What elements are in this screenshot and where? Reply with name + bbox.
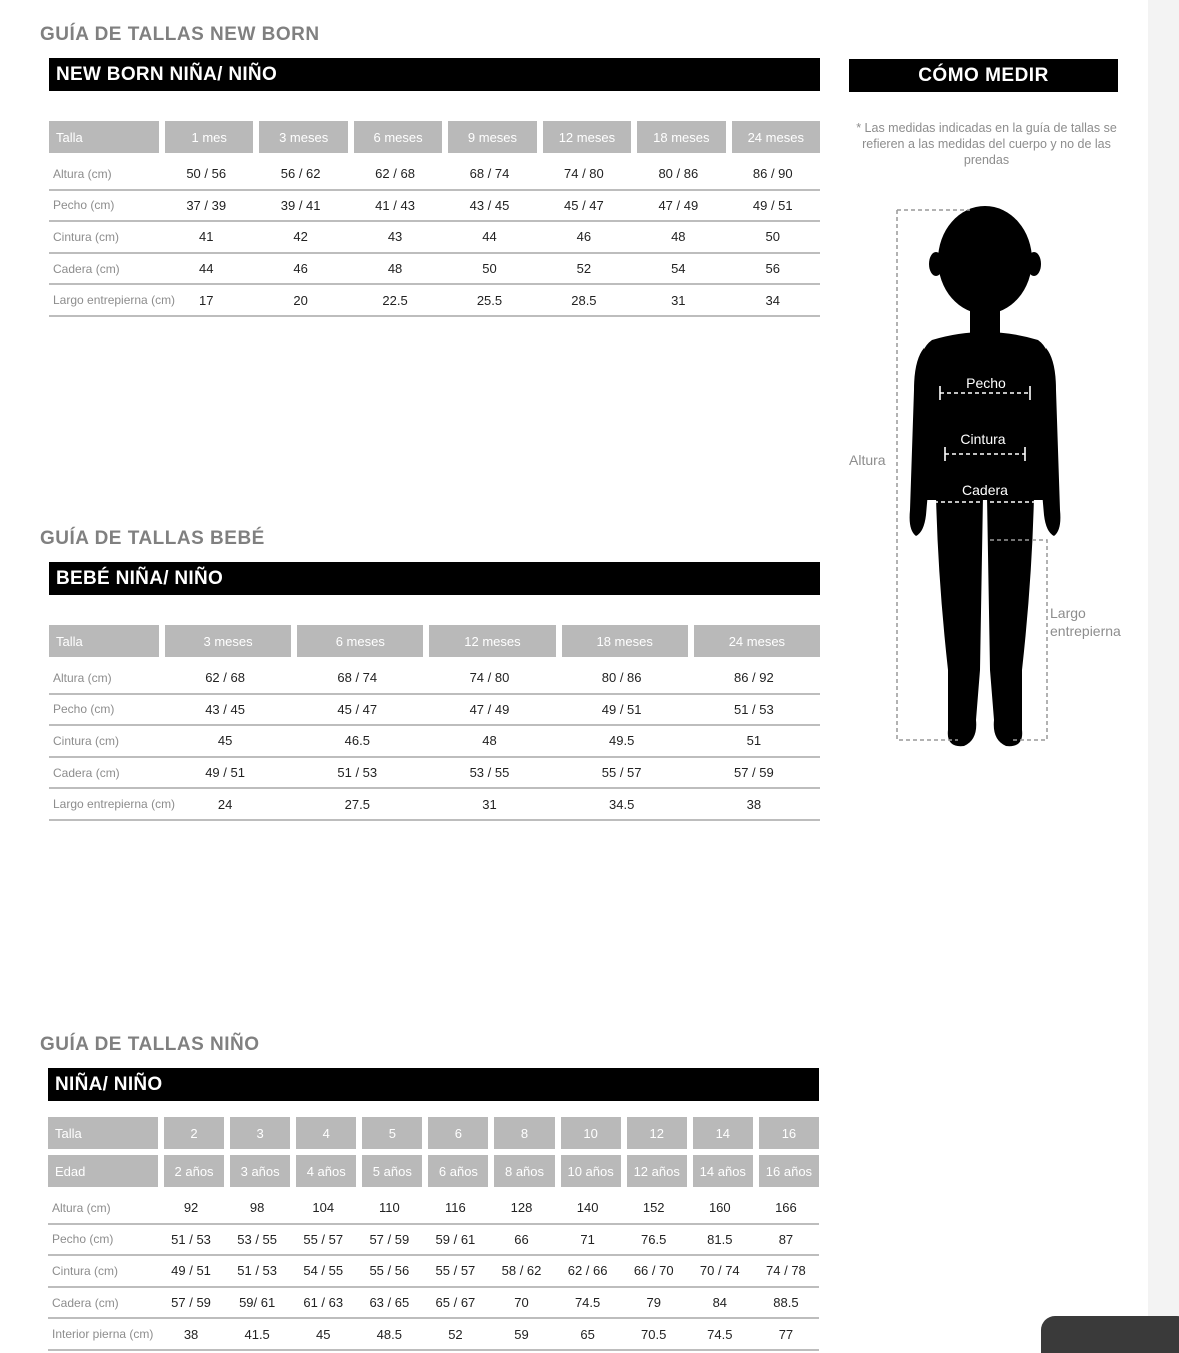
- table-cell: 98: [224, 1193, 290, 1225]
- table-cell: 38: [688, 789, 820, 821]
- table-cell: 50 / 56: [159, 159, 253, 191]
- table-cell: 59: [488, 1319, 554, 1351]
- nino-section-title: GUÍA DE TALLAS NIÑO: [40, 1034, 260, 1055]
- table-row: [49, 191, 820, 223]
- column-header: 2 años: [158, 1155, 224, 1187]
- table-cell: 59 / 61: [422, 1225, 488, 1257]
- row-label: Interior pierna (cm): [48, 1319, 158, 1351]
- table-cell: 41.5: [224, 1319, 290, 1351]
- table-cell: 54: [631, 254, 725, 286]
- table-cell: 47 / 49: [423, 695, 555, 727]
- column-header: 6 años: [422, 1155, 488, 1187]
- table-cell: 50: [442, 254, 536, 286]
- row-label: Cadera (cm): [49, 758, 159, 790]
- table-cell: 74 / 78: [753, 1256, 819, 1288]
- table-cell: 50: [726, 222, 820, 254]
- table-cell: 17: [159, 285, 253, 317]
- table-cell: 41 / 43: [348, 191, 442, 223]
- column-header: 3 años: [224, 1155, 290, 1187]
- row-label: Largo entrepierna (cm): [49, 789, 159, 821]
- table-row: [49, 789, 820, 821]
- table-cell: 48: [631, 222, 725, 254]
- table-cell: 116: [422, 1193, 488, 1225]
- table-cell: 34.5: [556, 789, 688, 821]
- row-label: Pecho (cm): [49, 695, 159, 727]
- table-cell: 46.5: [291, 726, 423, 758]
- table-cell: 59/ 61: [224, 1288, 290, 1320]
- column-header: 16 años: [753, 1155, 819, 1187]
- header-row-talla: [49, 625, 820, 657]
- table-cell: 80 / 86: [631, 159, 725, 191]
- newborn-section-title: GUÍA DE TALLAS NEW BORN: [40, 24, 320, 45]
- table-cell: 74.5: [555, 1288, 621, 1320]
- column-header: 3 meses: [253, 121, 347, 153]
- row-label: Altura (cm): [48, 1193, 158, 1225]
- table-cell: 56 / 62: [253, 159, 347, 191]
- table-cell: 66 / 70: [621, 1256, 687, 1288]
- column-header: 14 años: [687, 1155, 753, 1187]
- row-label: Cintura (cm): [49, 222, 159, 254]
- table-cell: 37 / 39: [159, 191, 253, 223]
- table-cell: 77: [753, 1319, 819, 1351]
- table-cell: 41: [159, 222, 253, 254]
- table-cell: 49 / 51: [556, 695, 688, 727]
- row-label: Cadera (cm): [49, 254, 159, 286]
- table-cell: 20: [253, 285, 347, 317]
- header-label: Edad: [48, 1155, 158, 1187]
- table-cell: 31: [631, 285, 725, 317]
- table-row: [48, 1256, 819, 1288]
- table-cell: 49 / 51: [159, 758, 291, 790]
- row-label: Cintura (cm): [49, 726, 159, 758]
- column-header: 12: [621, 1117, 687, 1149]
- table-row: [49, 695, 820, 727]
- pecho-label: Pecho: [966, 375, 1006, 391]
- row-label: Pecho (cm): [49, 191, 159, 223]
- nino-bar-title: NIÑA/ NIÑO: [48, 1068, 819, 1101]
- entrepierna-label: entrepierna: [1050, 623, 1121, 639]
- table-cell: 43: [348, 222, 442, 254]
- column-header: 24 meses: [726, 121, 820, 153]
- table-row: [48, 1319, 819, 1351]
- table-cell: 45: [290, 1319, 356, 1351]
- child-silhouette-figure: [840, 200, 1150, 760]
- table-cell: 62 / 68: [159, 663, 291, 695]
- newborn-size-table: [49, 121, 820, 317]
- table-cell: 86 / 92: [688, 663, 820, 695]
- table-cell: 53 / 55: [224, 1225, 290, 1257]
- header-row-edad: [48, 1155, 819, 1187]
- table-cell: 46: [537, 222, 631, 254]
- column-header: 3 meses: [159, 625, 291, 657]
- table-cell: 55 / 57: [422, 1256, 488, 1288]
- table-cell: 49 / 51: [726, 191, 820, 223]
- largo-label: Largo: [1050, 605, 1086, 621]
- header-row-talla: [48, 1117, 819, 1149]
- table-cell: 70 / 74: [687, 1256, 753, 1288]
- table-cell: 48: [423, 726, 555, 758]
- table-cell: 51 / 53: [688, 695, 820, 727]
- column-header: 18 meses: [556, 625, 688, 657]
- column-header: 24 meses: [688, 625, 820, 657]
- table-cell: 58 / 62: [488, 1256, 554, 1288]
- column-header: 9 meses: [442, 121, 536, 153]
- table-cell: 80 / 86: [556, 663, 688, 695]
- table-cell: 68 / 74: [442, 159, 536, 191]
- table-cell: 44: [442, 222, 536, 254]
- column-header: 5 años: [356, 1155, 422, 1187]
- column-header: 12 meses: [537, 121, 631, 153]
- column-header: 4 años: [290, 1155, 356, 1187]
- table-cell: 48: [348, 254, 442, 286]
- table-cell: 45 / 47: [291, 695, 423, 727]
- column-header: 6: [422, 1117, 488, 1149]
- table-row: [49, 254, 820, 286]
- table-cell: 166: [753, 1193, 819, 1225]
- table-cell: 24: [159, 789, 291, 821]
- table-row: [48, 1225, 819, 1257]
- table-row: [49, 222, 820, 254]
- table-cell: 57 / 59: [158, 1288, 224, 1320]
- table-cell: 34: [726, 285, 820, 317]
- table-cell: 38: [158, 1319, 224, 1351]
- table-cell: 70: [488, 1288, 554, 1320]
- table-cell: 22.5: [348, 285, 442, 317]
- measure-note: * Las medidas indicadas en la guía de tallas se refieren a las medidas del cuerpo y no de las prendas: [856, 121, 1117, 167]
- column-header: 16: [753, 1117, 819, 1149]
- table-cell: 140: [555, 1193, 621, 1225]
- row-label: Cintura (cm): [48, 1256, 158, 1288]
- table-row: [49, 758, 820, 790]
- table-cell: 65: [555, 1319, 621, 1351]
- table-cell: 152: [621, 1193, 687, 1225]
- table-cell: 65 / 67: [422, 1288, 488, 1320]
- table-cell: 28.5: [537, 285, 631, 317]
- nino-size-table: [48, 1117, 819, 1351]
- newborn-bar-title: NEW BORN NIÑA/ NIÑO: [49, 58, 820, 91]
- column-header: 12 meses: [423, 625, 555, 657]
- table-cell: 128: [488, 1193, 554, 1225]
- table-cell: 47 / 49: [631, 191, 725, 223]
- table-cell: 51: [688, 726, 820, 758]
- scroll-to-top-tab[interactable]: [1041, 1316, 1179, 1353]
- table-cell: 55 / 56: [356, 1256, 422, 1288]
- table-row: [49, 726, 820, 758]
- bebe-section-title: GUÍA DE TALLAS BEBÉ: [40, 528, 265, 549]
- table-cell: 43 / 45: [159, 695, 291, 727]
- table-row: [49, 663, 820, 695]
- table-cell: 52: [537, 254, 631, 286]
- row-label: Largo entrepierna (cm): [49, 285, 159, 317]
- table-cell: 45 / 47: [537, 191, 631, 223]
- table-cell: 92: [158, 1193, 224, 1225]
- header-row-talla: [49, 121, 820, 153]
- table-cell: 27.5: [291, 789, 423, 821]
- table-cell: 49 / 51: [158, 1256, 224, 1288]
- table-cell: 86 / 90: [726, 159, 820, 191]
- column-header: 3: [224, 1117, 290, 1149]
- table-row: [49, 159, 820, 191]
- table-cell: 52: [422, 1319, 488, 1351]
- table-row: [48, 1193, 819, 1225]
- table-row: [49, 285, 820, 317]
- cintura-label: Cintura: [960, 431, 1006, 447]
- table-cell: 51 / 53: [224, 1256, 290, 1288]
- table-cell: 57 / 59: [688, 758, 820, 790]
- bebe-bar-title: BEBÉ NIÑA/ NIÑO: [49, 562, 820, 595]
- table-cell: 160: [687, 1193, 753, 1225]
- column-header: 5: [356, 1117, 422, 1149]
- table-cell: 48.5: [356, 1319, 422, 1351]
- table-cell: 87: [753, 1225, 819, 1257]
- table-cell: 71: [555, 1225, 621, 1257]
- table-cell: 25.5: [442, 285, 536, 317]
- table-cell: 110: [356, 1193, 422, 1225]
- column-header: 12 años: [621, 1155, 687, 1187]
- bebe-size-table: [49, 625, 820, 821]
- column-header: 4: [290, 1117, 356, 1149]
- table-cell: 53 / 55: [423, 758, 555, 790]
- table-cell: 79: [621, 1288, 687, 1320]
- column-header: 10: [555, 1117, 621, 1149]
- row-label: Cadera (cm): [48, 1288, 158, 1320]
- right-edge-strip: [1148, 0, 1179, 1353]
- table-cell: 76.5: [621, 1225, 687, 1257]
- header-label: Talla: [49, 625, 159, 657]
- column-header: 6 meses: [291, 625, 423, 657]
- table-cell: 57 / 59: [356, 1225, 422, 1257]
- column-header: 6 meses: [348, 121, 442, 153]
- altura-label: Altura: [849, 452, 886, 468]
- table-cell: 74 / 80: [537, 159, 631, 191]
- table-cell: 104: [290, 1193, 356, 1225]
- table-cell: 81.5: [687, 1225, 753, 1257]
- column-header: 10 años: [555, 1155, 621, 1187]
- table-cell: 49.5: [556, 726, 688, 758]
- column-header: 8: [488, 1117, 554, 1149]
- table-cell: 68 / 74: [291, 663, 423, 695]
- table-cell: 74.5: [687, 1319, 753, 1351]
- table-cell: 62 / 66: [555, 1256, 621, 1288]
- table-cell: 43 / 45: [442, 191, 536, 223]
- table-row: [48, 1288, 819, 1320]
- table-cell: 61 / 63: [290, 1288, 356, 1320]
- column-header: 8 años: [488, 1155, 554, 1187]
- child-silhouette-icon: [910, 206, 1061, 746]
- table-cell: 54 / 55: [290, 1256, 356, 1288]
- como-medir-title: CÓMO MEDIR: [849, 59, 1118, 92]
- row-label: Pecho (cm): [48, 1225, 158, 1257]
- table-cell: 44: [159, 254, 253, 286]
- table-cell: 63 / 65: [356, 1288, 422, 1320]
- table-cell: 42: [253, 222, 347, 254]
- table-cell: 46: [253, 254, 347, 286]
- table-cell: 88.5: [753, 1288, 819, 1320]
- table-cell: 56: [726, 254, 820, 286]
- table-cell: 31: [423, 789, 555, 821]
- table-cell: 55 / 57: [556, 758, 688, 790]
- cadera-label: Cadera: [962, 482, 1008, 498]
- table-cell: 70.5: [621, 1319, 687, 1351]
- column-header: 18 meses: [631, 121, 725, 153]
- table-cell: 51 / 53: [158, 1225, 224, 1257]
- column-header: 2: [158, 1117, 224, 1149]
- table-cell: 39 / 41: [253, 191, 347, 223]
- column-header: 14: [687, 1117, 753, 1149]
- table-cell: 51 / 53: [291, 758, 423, 790]
- header-label: Talla: [49, 121, 159, 153]
- row-label: Altura (cm): [49, 159, 159, 191]
- table-cell: 45: [159, 726, 291, 758]
- row-label: Altura (cm): [49, 663, 159, 695]
- table-cell: 55 / 57: [290, 1225, 356, 1257]
- header-label: Talla: [48, 1117, 158, 1149]
- table-cell: 74 / 80: [423, 663, 555, 695]
- table-cell: 66: [488, 1225, 554, 1257]
- table-cell: 62 / 68: [348, 159, 442, 191]
- table-cell: 84: [687, 1288, 753, 1320]
- column-header: 1 mes: [159, 121, 253, 153]
